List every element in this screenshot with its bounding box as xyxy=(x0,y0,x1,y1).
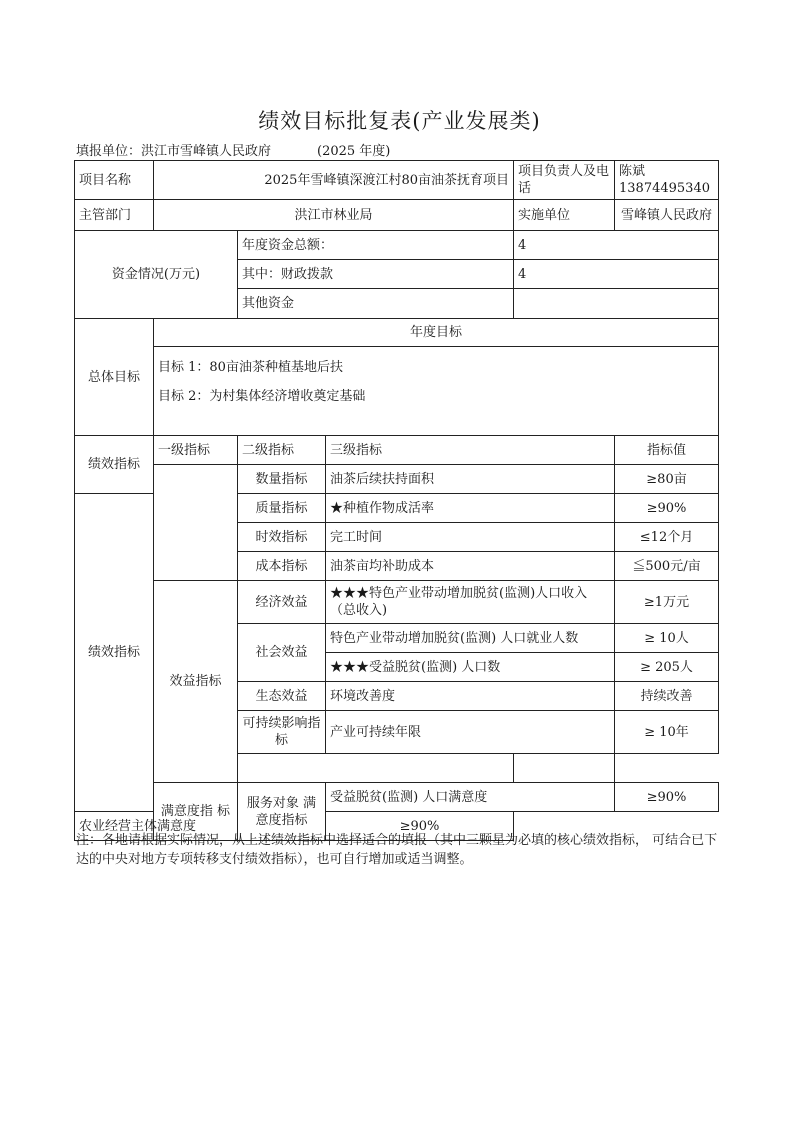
label-satisfaction: 满意度指 标 xyxy=(154,783,238,841)
label-other-funds: 其他资金 xyxy=(238,289,514,319)
service-l2: 服务对象 满意度指标 xyxy=(238,783,326,841)
goals-cell xyxy=(154,347,719,436)
label-perf-indicator-2: 绩效指标 xyxy=(75,494,154,812)
label-funds: 资金情况(万元) xyxy=(75,231,238,319)
label-level2: 二级指标 xyxy=(238,436,326,465)
label-output xyxy=(154,465,238,581)
project-name-value: 2025年雪峰镇深渡江村80亩油茶抚育项目 xyxy=(154,161,514,200)
quality-l2: 质量指标 xyxy=(238,494,326,523)
quantity-value: ≥80亩 xyxy=(615,465,719,494)
sat1-l3: 受益脱贫(监测) 人口满意度 xyxy=(326,783,615,812)
label-level1: 一级指标 xyxy=(154,436,238,465)
label-project-leader: 项目负责人及电话 xyxy=(514,161,615,200)
economic-value: ≥1万元 xyxy=(615,581,719,624)
label-overall-goal: 总体目标 xyxy=(75,319,154,436)
performance-table xyxy=(74,160,719,841)
ecology-l3: 环境改善度 xyxy=(326,682,615,711)
label-impl-unit: 实施单位 xyxy=(514,200,615,231)
ecology-l2: 生态效益 xyxy=(238,682,326,711)
other-funds-value xyxy=(514,289,719,319)
economic-l3: ★★★特色产业带动增加脱贫(监测)人口收入（总收入) xyxy=(326,581,615,624)
department-value: 洪江市林业局 xyxy=(154,200,514,231)
report-year: (2025 年度) xyxy=(317,144,391,159)
impl-unit-value: 雪峰镇人民政府 xyxy=(615,200,719,231)
social2-value: ≥ 205人 xyxy=(615,653,719,682)
cost-l2: 成本指标 xyxy=(238,552,326,581)
cost-value: ≦500元/亩 xyxy=(615,552,719,581)
label-benefit: 效益指标 xyxy=(154,581,238,783)
cost-l3: 油茶亩均补助成本 xyxy=(326,552,615,581)
label-level3: 三级指标 xyxy=(326,436,615,465)
label-perf-indicator-1: 绩效指标 xyxy=(75,436,154,494)
social-l2: 社会效益 xyxy=(238,624,326,682)
social1-value: ≥ 10人 xyxy=(615,624,719,653)
label-project-name: 项目名称 xyxy=(75,161,154,200)
social2-l3: ★★★受益脱贫(监测) 人口数 xyxy=(326,653,615,682)
quality-value: ≥90% xyxy=(615,494,719,523)
label-value: 指标值 xyxy=(615,436,719,465)
quantity-l2: 数量指标 xyxy=(238,465,326,494)
sat1-value: ≥90% xyxy=(615,783,719,812)
project-leader-value: 陈斌13874495340 xyxy=(615,161,719,200)
time-value: ≤12个月 xyxy=(615,523,719,552)
goal-2: 目标 2：为村集体经济增收奠定基础 xyxy=(158,389,366,404)
fiscal-value: 4 xyxy=(514,260,719,289)
label-fiscal: 其中：财政拨款 xyxy=(238,260,514,289)
page-title: 绩效目标批复表(产业发展类) xyxy=(258,109,541,133)
goal-1: 目标 1：80亩油茶种植基地后扶 xyxy=(158,360,343,375)
label-department: 主管部门 xyxy=(75,200,154,231)
spacer-row-value xyxy=(514,754,615,783)
quantity-l3: 油茶后续扶持面积 xyxy=(326,465,615,494)
footnote: 注：各地请根据实际情况，从上述绩效指标中选择适合的填报（其中三颗星为必填的核心绩效指标， 可结合已下达的中央对地方专项转移支付绩效指标），也可自行增加或适当调整。 xyxy=(76,833,718,867)
sustain-l3: 产业可持续年限 xyxy=(326,711,615,754)
ecology-value: 持续改善 xyxy=(615,682,719,711)
fill-unit-line xyxy=(76,140,390,159)
fill-unit: 填报单位：洪江市雪峰镇人民政府 xyxy=(76,144,272,159)
total-funds-value: 4 xyxy=(514,231,719,260)
quality-l3: ★种植作物成活率 xyxy=(326,494,615,523)
time-l2: 时效指标 xyxy=(238,523,326,552)
spacer-row-cell xyxy=(238,754,514,783)
sat2-value: ≥90% xyxy=(326,812,514,841)
sat2-l3: 农业经营主体满意度 xyxy=(75,812,238,841)
sustain-l2: 可持续影响指标 xyxy=(238,711,326,754)
time-l3: 完工时间 xyxy=(326,523,615,552)
sustain-value: ≥ 10年 xyxy=(615,711,719,754)
label-total-funds: 年度资金总额： xyxy=(238,231,514,260)
economic-l2: 经济效益 xyxy=(238,581,326,624)
label-annual-goal: 年度目标 xyxy=(154,319,719,347)
social1-l3: 特色产业带动增加脱贫(监测) 人口就业人数 xyxy=(326,624,615,653)
